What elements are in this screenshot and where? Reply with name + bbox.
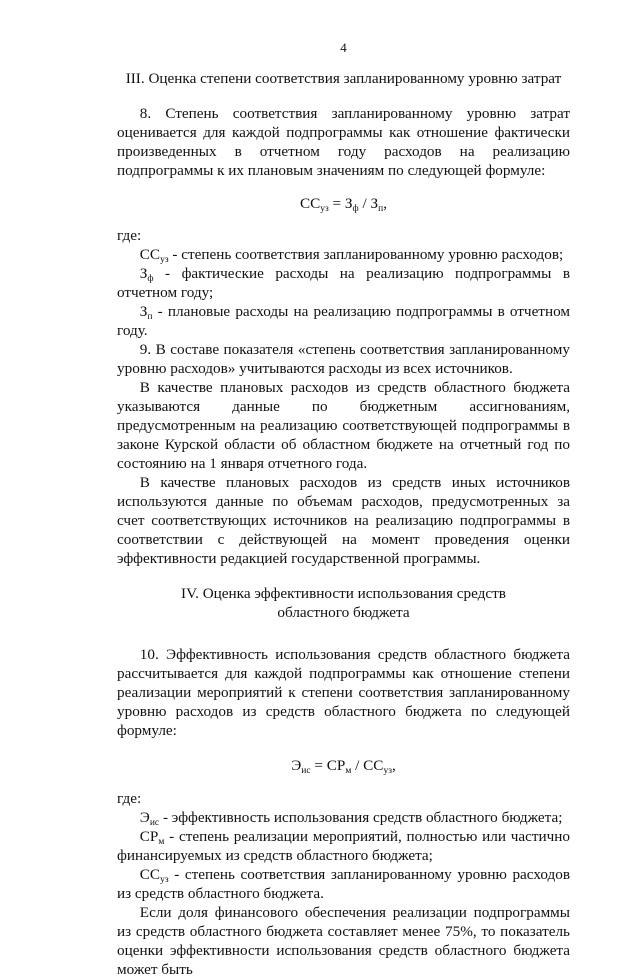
definition-e-is: $Э_{ис}$ - эффективность использования средств областного бюджета; bbox=[139, 809, 563, 828]
definition-ss-uz-2: $СС_{уз}$ - степень соответствия запланированному уровню расходов из средств областного бюджета. bbox=[117, 866, 570, 902]
page-number: 4 bbox=[340, 40, 347, 55]
where-label-2: где: bbox=[117, 790, 142, 807]
paragraph-11: Если доля финансового обеспечения реализации подпрограммы из средств областного бюджета составляет менее 75%, то показатель оценки эффективности использования средств областного бюджета может быть bbox=[117, 904, 570, 978]
paragraph-8: 8. Степень соответствия запланированному уровню затрат оценивается для каждой подпрограммы как отношение фактически произведенных в отчетном году расходов на реализацию подпрограммы к их плановым значениям по следующей формуле: bbox=[117, 105, 570, 179]
paragraph-9-other-sources: В качестве плановых расходов из средств иных источников используются данные по объемам расходов, предусмотренных за счет соответствующих источников на реализацию подпрограммы в соответствии с действующей на момент проведения оценки эффективности редакцией государственной программы. bbox=[117, 474, 570, 567]
section-3-title: III. Оценка степени соответствия запланированному уровню затрат bbox=[125, 70, 562, 87]
formula-ss-uz: $СС_{уз} = З_ф / З_п$, bbox=[299, 195, 388, 214]
formula-e-is: $Э_{ис} = СР_м / СС_{уз}$, bbox=[291, 757, 396, 776]
definition-sr-m: $СР_м$ - степень реализации мероприятий, полностью или частично финансируемых из средств областного бюджета; bbox=[117, 828, 570, 864]
where-label: где: bbox=[117, 227, 142, 244]
definition-z-f: $З_ф$ - фактические расходы на реализацию подпрограммы в отчетном году; bbox=[117, 265, 570, 301]
definition-z-p: $З_п$ - плановые расходы на реализацию подпрограммы в отчетном году. bbox=[117, 303, 570, 339]
paragraph-9-regional-budget: В качестве плановых расходов из средств областного бюджета указываются данные по бюджетным ассигнованиям, предусмотренным на реализацию соответствующей подпрограммы в законе Курской области об областном бюджете на отчетный год по состоянию на 1 января отчетного года. bbox=[117, 379, 570, 472]
paragraph-10: 10. Эффективность использования средств областного бюджета рассчитывается для каждой подпрограммы как отношение степени реализации мероприятий к степени соответствия запланированному уровню расходов из средств областного бюджета по следующей формуле: bbox=[117, 646, 570, 739]
definition-ss-uz: $СС_{уз}$ - степень соответствия запланированному уровню расходов; bbox=[139, 246, 564, 265]
paragraph-9: 9. В составе показателя «степень соответствия запланированному уровню расходов» учитываются расходы из всех источников. bbox=[117, 341, 570, 377]
section-4-title: IV. Оценка эффективности использования средств областного бюджета bbox=[181, 585, 506, 621]
